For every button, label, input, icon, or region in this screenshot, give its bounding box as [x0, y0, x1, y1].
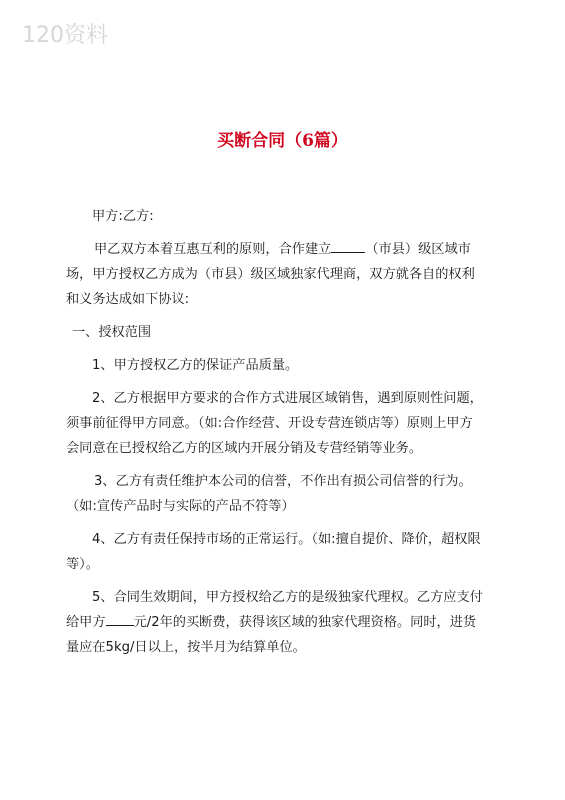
clause-3-line-2: （如:宣传产品时与实际的产品不符等）: [66, 499, 295, 514]
parties-line: 甲方:乙方:: [92, 209, 154, 224]
clause-5: [66, 585, 502, 660]
clause-3: [66, 469, 502, 519]
document-title: 买断合同（6篇）: [217, 131, 348, 151]
clause-2-line-2: 须事前征得甲方同意。（如:合作经营、开设专营连锁店等）原则上甲方: [66, 416, 473, 431]
clause-5-text-2b: 元/2年的买断费，获得该区域的独家代理资格。同时，进货: [133, 615, 477, 630]
document-body: [66, 204, 502, 660]
section-heading: 一、授权范围: [72, 325, 152, 340]
watermark: 120资料: [22, 23, 108, 48]
blank-field: [331, 238, 365, 253]
clause-4-line-1: 4、乙方有责任保持市场的正常运行。（如:擅自提价、降价，超权限: [92, 532, 481, 547]
intro-text-1a: 甲乙双方本着互惠互利的原则，合作建立: [94, 242, 332, 257]
intro-text-3: 和义务达成如下协议:: [66, 292, 190, 307]
intro-text-1b: （市县）级区域市: [365, 242, 471, 257]
clause-5-line-3: 量应在5kg/日以上，按半月为结算单位。: [66, 640, 306, 655]
clause-5-line-1: 5、合同生效期间，甲方授权给乙方的是级独家代理权。乙方应支付: [92, 590, 483, 605]
clause-5-text-2a: 给甲方: [66, 615, 106, 630]
clause-2: [66, 386, 502, 461]
clause-4: [66, 527, 502, 577]
intro-text-2: 场，甲方授权乙方成为（市县）级区域独家代理商，双方就各自的权利: [66, 267, 475, 282]
clause-1: 1、甲方授权乙方的保证产品质量。: [92, 358, 299, 373]
clause-3-line-1: 3、乙方有责任维护本公司的信誉，不作出有损公司信誉的行为。: [94, 474, 472, 489]
blank-field: [106, 611, 134, 626]
intro-paragraph: [66, 237, 502, 312]
clause-2-line-3: 会同意在已授权给乙方的区域内开展分销及专营经销等业务。: [66, 441, 423, 456]
clause-4-line-2: 等）。: [66, 557, 99, 572]
clause-2-line-1: 2、乙方根据甲方要求的合作方式进展区域销售，遇到原则性问题，: [92, 391, 483, 406]
